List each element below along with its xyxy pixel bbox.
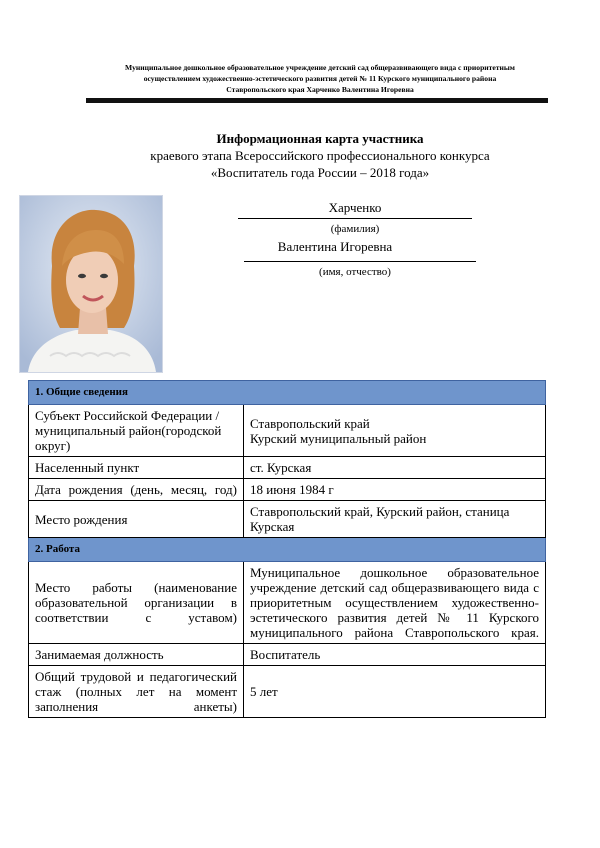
workplace-label: Место работы (наименование образовательной организации в соответствии с уставом) [29, 562, 244, 644]
institution-header [80, 62, 560, 95]
locality-value: ст. Курская [244, 457, 546, 479]
table-row [29, 644, 546, 666]
position-label: Занимаемая должность [29, 644, 244, 666]
experience-value: 5 лет [244, 666, 546, 718]
subject-label: Субъект Российской Федерации /муниципальный район(городской округ) [29, 405, 244, 457]
locality-label: Населенный пункт [29, 457, 244, 479]
header-line-1: Муниципальное дошкольное образовательное учреждение детский сад общеразвивающего вида с приоритетным [125, 63, 515, 72]
table-row [29, 562, 546, 644]
section-general-header [29, 381, 546, 405]
portrait-image [20, 196, 162, 372]
position-value: Воспитатель [244, 644, 546, 666]
header-line-2: осуществлением художественно-эстетического развития детей № 11 Курского муниципального района [143, 74, 497, 83]
document-title [100, 130, 540, 181]
table-row [29, 479, 546, 501]
title-line-1: Информационная карта участника [216, 131, 424, 146]
birthdate-value: 18 июня 1984 г [244, 479, 546, 501]
info-table [28, 380, 546, 718]
birthplace-label: Место рождения [29, 501, 244, 538]
participant-photo [19, 195, 163, 373]
title-line-3: «Воспитатель года России – 2018 года» [210, 165, 430, 180]
workplace-value: Муниципальное дошкольное образовательное учреждение детский сад общеразвивающего вида с приоритетным осуществлением художественно-эстетического развития детей № 11 Курского муниципального района Ставропольского края. [244, 562, 546, 644]
section-work-header [29, 538, 546, 562]
subject-value [244, 405, 546, 457]
name-underline [244, 261, 476, 262]
table-row [29, 666, 546, 718]
table-row [29, 405, 546, 457]
name-value: Валентина Игоревна [277, 239, 393, 254]
birthdate-label: Дата рождения (день, месяц, год) [29, 479, 244, 501]
experience-label: Общий трудовой и педагогический стаж (полных лет на момент заполнения анкеты) [29, 666, 244, 718]
subject-region: Ставропольский край [250, 415, 370, 431]
birthplace-value: Ставропольский край, Курский район, станица Курская [244, 501, 546, 538]
table-row [29, 501, 546, 538]
name-caption: (имя, отчество) [319, 266, 391, 278]
participant-name-block [230, 200, 480, 278]
table-row [29, 457, 546, 479]
surname-value: Харченко [328, 200, 382, 215]
surname-caption: (фамилия) [330, 223, 380, 235]
section-title: 2. Работа [29, 538, 546, 562]
header-line-3: Ставропольского края Харченко Валентина Игоревна [226, 85, 414, 94]
header-divider [86, 98, 548, 103]
surname-underline [238, 218, 472, 219]
title-line-2: краевого этапа Всероссийского профессионального конкурса [150, 148, 490, 163]
section-title: 1. Общие сведения [29, 381, 546, 405]
subject-district: Курский муниципальный район [250, 430, 427, 446]
